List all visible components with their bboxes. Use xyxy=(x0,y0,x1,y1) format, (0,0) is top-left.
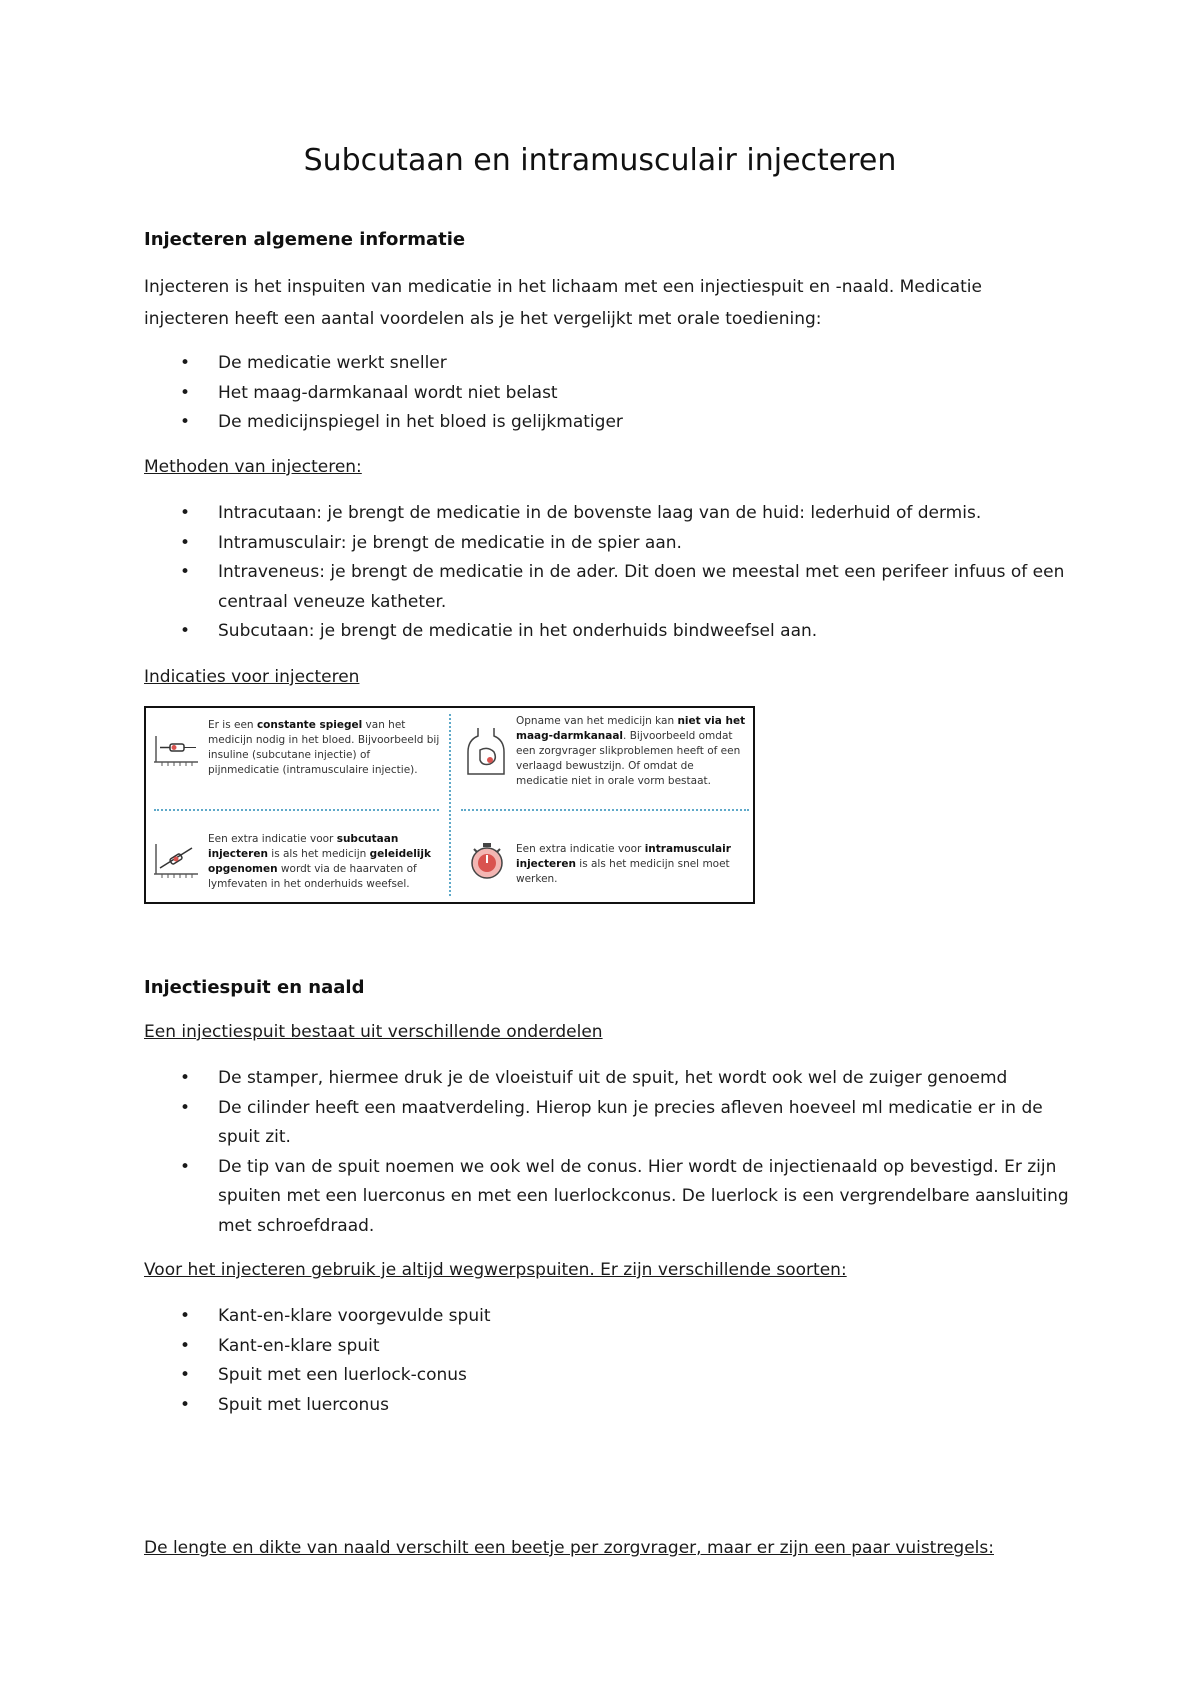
intro-line-2: injecteren heeft een aantal voordelen als je het vergelijkt met orale toediening: xyxy=(144,309,822,329)
cell-text: . Bijvoorbeeld omdat een zorgvrager slikproblemen heeft of een verlaagd bewustzijn. Of omdat de medicatie niet in orale vorm bestaat. xyxy=(516,730,741,787)
advantages-list xyxy=(144,349,1084,438)
list-item: • Kant-en-klare voorgevulde spuit xyxy=(144,1302,1084,1332)
cell-text: is als het medicijn xyxy=(267,848,370,860)
list-item: • De medicatie werkt sneller xyxy=(144,349,1084,379)
cell-text: van het medicijn nodig in het bloed. Bijvoorbeeld bij insuline (subcutane injectie) of pijnmedicatie (intramusculaire injectie). xyxy=(208,719,440,776)
list-item: • Kant-en-klare spuit xyxy=(144,1332,1084,1362)
cell-text: Een extra indicatie voor xyxy=(516,843,645,855)
intro-paragraph xyxy=(144,271,1064,335)
list-item: • Intraveneus: je brengt de medicatie in de ader. Dit doen we meestal met een perifeer infuus of een centraal veneuze katheter. xyxy=(144,558,1084,617)
figure-cell-constant-level xyxy=(208,718,440,778)
list-item: • De tip van de spuit noemen we ook wel de conus. Hier wordt de injectienaald op bevestigd. Er zijn spuiten met een luerconus en met een luerlockconus. De luerlock is een vergrendelbare aansluiting met schroefdraad. xyxy=(144,1153,1084,1242)
list-item: • Spuit met luerconus xyxy=(144,1391,1084,1421)
parts-heading: Een injectiespuit bestaat uit verschillende onderdelen xyxy=(144,1022,603,1042)
cell-bold: constante spiegel xyxy=(256,719,363,731)
cell-bold: intramusculair injecteren xyxy=(516,843,731,870)
figure-cell-no-digestive-tract xyxy=(516,714,748,789)
list-item: • Subcutaan: je brengt de medicatie in het onderhuids bindweefsel aan. xyxy=(144,617,1084,647)
stomach-icon xyxy=(462,726,510,780)
syringe-parts-list xyxy=(144,1064,1084,1241)
figure-horizontal-divider-right xyxy=(461,809,749,811)
methods-heading: Methoden van injecteren: xyxy=(144,457,362,477)
gradual-uptake-icon xyxy=(152,840,202,882)
indications-figure xyxy=(144,706,755,904)
list-item: • Het maag-darmkanaal wordt niet belast xyxy=(144,379,1084,409)
syringe-types-list xyxy=(144,1302,1084,1420)
cell-bold: subcutaan injecteren xyxy=(208,833,399,860)
list-item: • De cilinder heeft een maatverdeling. Hierop kun je precies afleven hoeveel ml medicatie er in de spuit zit. xyxy=(144,1094,1084,1153)
section-heading-general: Injecteren algemene informatie xyxy=(144,229,466,250)
indications-heading: Indicaties voor injecteren xyxy=(144,667,360,687)
list-item: • De stamper, hiermee druk je de vloeistuif uit de spuit, het wordt ook wel de zuiger genoemd xyxy=(144,1064,1084,1094)
figure-cell-subcutaneous xyxy=(208,832,440,892)
cell-text: Een extra indicatie voor xyxy=(208,833,337,845)
needle-heading: De lengte en dikte van naald verschilt een beetje per zorgvrager, maar er zijn een paar vuistregels: xyxy=(144,1538,994,1558)
page-title: Subcutaan en intramusculair injecteren xyxy=(303,143,897,178)
cell-bold: niet via het maag-darmkanaal xyxy=(516,715,746,742)
syringe-level-icon xyxy=(152,730,202,770)
intro-line-1: Injecteren is het inspuiten van medicatie in het lichaam met een injectiespuit en -naald. Medicatie xyxy=(144,277,982,297)
list-item: • Intramusculair: je brengt de medicatie in de spier aan. xyxy=(144,529,1084,559)
figure-cell-intramuscular xyxy=(516,842,748,887)
section-heading-syringe: Injectiespuit en naald xyxy=(144,977,365,998)
types-heading: Voor het injecteren gebruik je altijd wegwerpspuiten. Er zijn verschillende soorten: xyxy=(144,1260,847,1280)
methods-list xyxy=(144,499,1084,647)
list-item: • De medicijnspiegel in het bloed is gelijkmatiger xyxy=(144,408,1084,438)
figure-vertical-divider xyxy=(449,714,451,896)
stopwatch-icon xyxy=(466,840,508,882)
cell-text: wordt via de haarvaten of lymfevaten in het onderhuids weefsel. xyxy=(208,863,417,890)
list-item: • Intracutaan: je brengt de medicatie in de bovenste laag van de huid: lederhuid of dermis. xyxy=(144,499,1084,529)
list-item: • Spuit met een luerlock-conus xyxy=(144,1361,1084,1391)
figure-horizontal-divider-left xyxy=(154,809,439,811)
cell-text: Er is een xyxy=(208,719,257,731)
cell-text: Opname van het medicijn kan xyxy=(516,715,678,727)
cell-text: is als het medicijn snel moet werken. xyxy=(516,858,730,885)
cell-bold: geleidelijk opgenomen xyxy=(208,848,431,875)
